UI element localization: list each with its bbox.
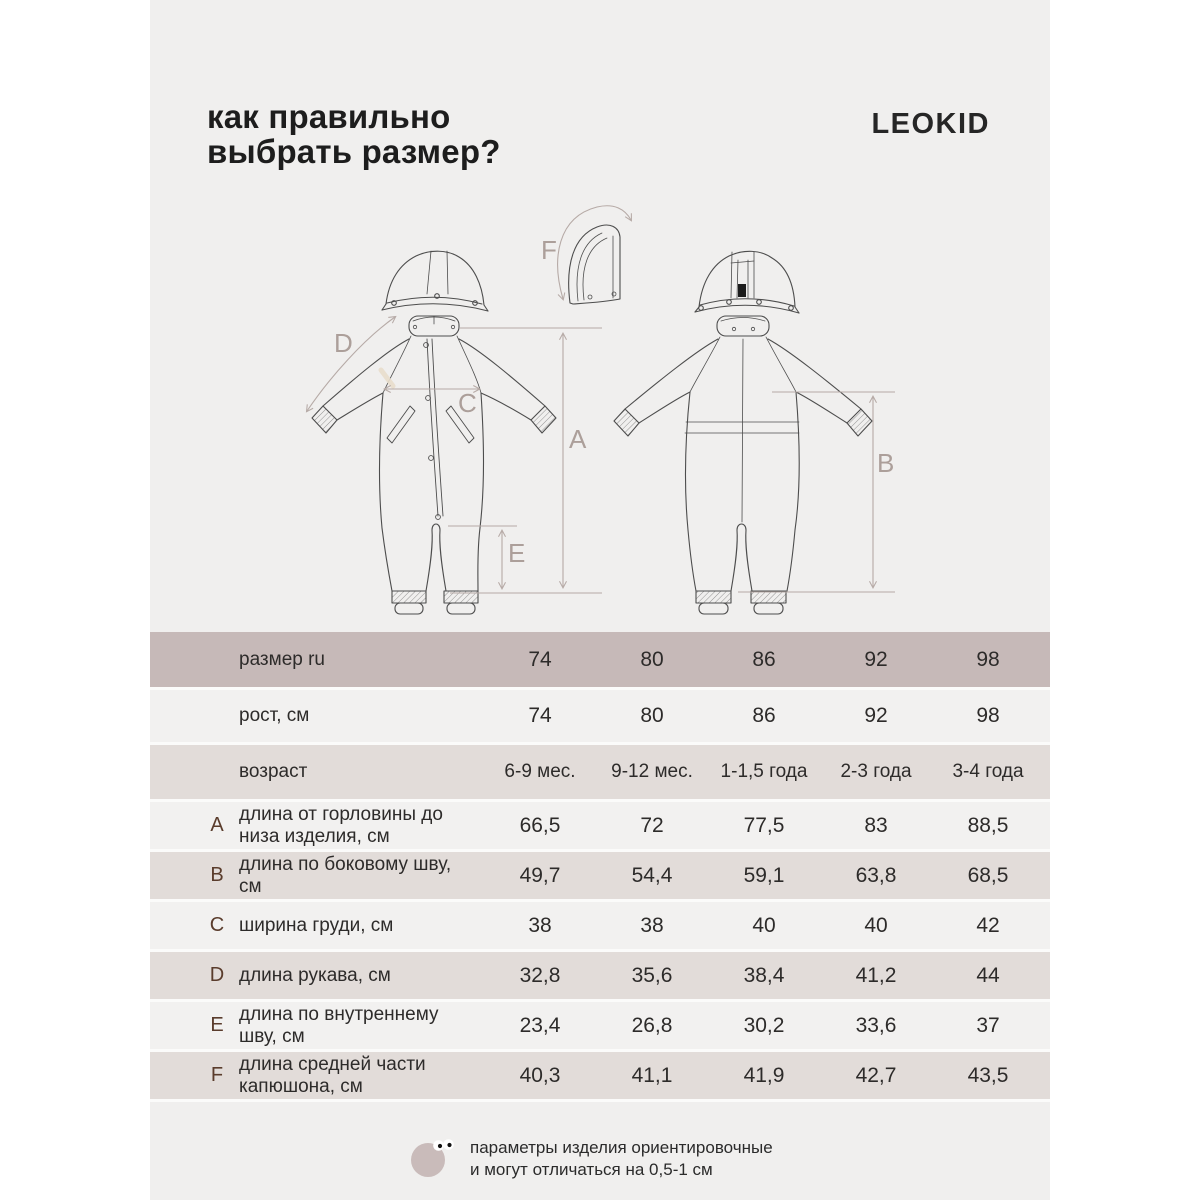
table-cell-value: 72 [640,813,664,837]
table-cell-value: 80 [640,647,664,671]
size-table [150,632,1050,1102]
table-cell-value: 92 [864,704,888,727]
table-row-label: возраст [239,761,308,782]
table-cell-value: 77,5 [743,813,785,837]
table-row-age [150,745,1050,802]
table-row-label: рост, см [239,705,310,726]
table-cell-value: 38,4 [743,963,785,987]
brand-logo: LEOKID [871,108,990,140]
table-cell-value: 86 [752,647,776,671]
table-cell-value: 86 [752,704,776,727]
table-row-letter: D [209,964,225,986]
table-cell-value: 54,4 [631,863,673,887]
table-row-label: длина по боковому шву, см [239,853,452,897]
table-row-letter: E [210,1014,224,1036]
garment-measurement-diagram [150,200,1050,633]
table-row-label: длина по внутреннему шву, см [239,1003,439,1047]
dim-label-a: A [569,424,587,454]
table-row-letter: A [210,814,224,836]
table-row-size [150,632,1050,690]
table-cell-value: 74 [528,704,552,727]
hood-side-drawing [569,225,620,304]
table-cell-value: 68,5 [967,863,1009,887]
table-cell-value: 3-4 года [952,761,1024,782]
table-row-measure-c [150,902,1050,952]
table-cell-value: 41,1 [631,1063,673,1087]
table-row-letter: B [210,864,224,886]
table-cell-value: 35,6 [631,963,673,987]
table-row-label: размер ru [239,648,326,670]
table-cell-value: 33,6 [855,1013,897,1037]
page-title [207,99,501,169]
table-row-measure-a [150,802,1050,852]
table-cell-value: 40,3 [519,1063,561,1087]
table-cell-value: 44 [976,963,1000,987]
table-cell-value: 74 [528,647,552,671]
table-cell-value: 26,8 [631,1013,673,1037]
table-cell-value: 6-9 мес. [504,761,576,782]
table-cell-value: 9-12 мес. [611,761,693,782]
table-cell-value: 32,8 [519,963,561,987]
table-cell-value: 42 [976,913,1000,937]
page-title-line2: выбрать размер? [207,133,501,170]
front-collar [409,316,459,336]
disclaimer-line2: и могут отличаться на 0,5-1 см [470,1160,713,1179]
table-cell-value: 98 [976,704,1000,727]
mascot-icon [408,1136,460,1182]
table-row-height [150,690,1050,745]
dim-label-d: D [334,328,353,358]
back-hood [695,251,799,313]
table-cell-value: 2-3 года [840,761,912,782]
disclaimer-line1: параметры изделия ориентировочные [470,1138,773,1157]
front-hood [382,251,488,311]
table-cell-value: 88,5 [967,813,1009,837]
back-body [614,337,872,614]
front-body [312,336,556,614]
back-view-drawing [614,251,872,614]
table-row-label: ширина груди, см [239,914,394,936]
table-row-letter: F [210,1064,224,1086]
table-cell-value: 42,7 [855,1063,897,1087]
dimension-lines [307,206,895,593]
table-cell-value: 30,2 [743,1013,785,1037]
table-cell-value: 63,8 [855,863,897,887]
table-cell-value: 92 [864,647,888,671]
dim-label-b: B [877,448,895,478]
table-cell-value: 38 [528,913,552,937]
table-row-measure-f [150,1052,1050,1102]
table-cell-value: 49,7 [519,863,561,887]
table-row-label: длина от горловины до низа изделия, см [239,803,443,847]
content-area [150,0,1050,1200]
table-row-measure-e [150,1002,1050,1052]
table-row-letter: C [209,914,225,936]
dim-label-c: C [458,388,477,418]
table-cell-value: 1-1,5 года [720,761,808,782]
table-cell-value: 41,2 [855,963,897,987]
table-cell-value: 83 [864,813,888,837]
table-cell-value: 23,4 [519,1013,561,1037]
dim-label-f: F [541,235,557,265]
sleeve-highlight [381,370,393,386]
table-cell-value: 59,1 [743,863,785,887]
table-cell-value: 37 [976,1013,1000,1037]
table-cell-value: 41,9 [743,1063,785,1087]
table-cell-value: 40 [864,913,888,937]
table-cell-value: 40 [752,913,776,937]
table-row-measure-d [150,952,1050,1002]
back-collar [717,316,769,336]
table-row-label: длина средней части капюшона, см [239,1053,426,1097]
page-title-line1: как правильно [207,98,451,135]
table-cell-value: 66,5 [519,813,561,837]
disclaimer-note [470,1137,773,1181]
table-cell-value: 80 [640,704,664,727]
table-cell-value: 43,5 [967,1063,1009,1087]
dimension-labels [334,235,894,568]
table-row-label: длина рукава, см [239,964,391,986]
table-cell-value: 38 [640,913,664,937]
table-row-measure-b [150,852,1050,902]
dim-label-e: E [508,538,526,568]
table-cell-value: 98 [976,647,1000,671]
